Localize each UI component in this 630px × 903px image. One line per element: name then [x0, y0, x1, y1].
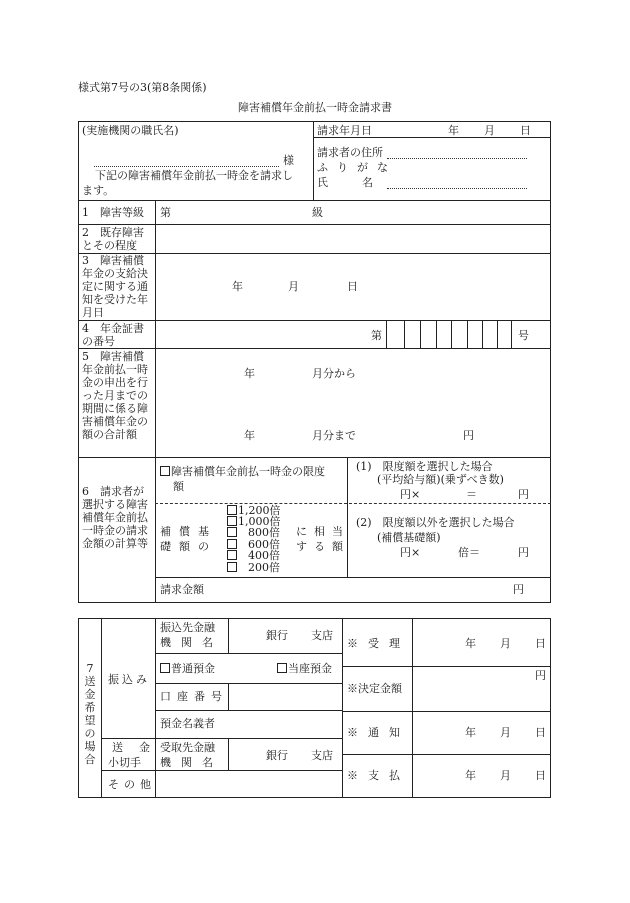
notify-month[interactable]: 月: [500, 726, 511, 739]
request-date-label: 請求年月日: [317, 124, 372, 137]
limit-option-label-2: 額: [173, 480, 184, 493]
recv-bank-label-1: 受取先金融: [160, 741, 215, 754]
notify-year[interactable]: 年: [465, 726, 476, 739]
transfer-label: 振込み: [108, 673, 150, 686]
grade-kyu: 級: [312, 206, 323, 219]
account-holder-label: 預金名義者: [160, 717, 215, 730]
grade-dai: 第: [160, 206, 171, 219]
opt1-subtitle: (平均給与額)(乗ずべき数): [377, 473, 504, 486]
multiplier-option[interactable]: 600倍: [227, 539, 280, 550]
limit-checkbox[interactable]: [160, 466, 170, 476]
multiplier-option[interactable]: 800倍: [227, 527, 280, 538]
opt1-result[interactable]: 円: [518, 488, 529, 501]
accept-month[interactable]: 月: [500, 637, 511, 650]
opt1-equals: ＝: [466, 488, 477, 501]
institution-label: (実施機関の職氏名): [82, 124, 179, 137]
pension-total-label: 5 障害補償年金前払一時金の申出を行った月までの期間に係る障害補償年金の額の合計額: [82, 350, 148, 441]
decided-amount-yen[interactable]: 円: [535, 669, 546, 682]
equiv-label-1: に相当: [296, 525, 350, 538]
opt2-title: (2) 限度額以外を選択した場合: [356, 516, 515, 529]
request-date-day[interactable]: 日: [520, 124, 531, 137]
opt2-times[interactable]: 倍＝: [458, 546, 480, 559]
notice-day[interactable]: 日: [347, 280, 358, 293]
cert-go: 号: [518, 329, 529, 342]
form-number: 様式第7号の3(第8条関係): [78, 81, 207, 94]
limit-option[interactable]: [160, 466, 325, 477]
opt1-title: (1) 限度額を選択した場合: [356, 460, 493, 473]
check-label-2: 小切手: [108, 756, 141, 769]
request-date-year[interactable]: 年: [448, 124, 459, 137]
limit-option-label: 障害補償年金前払一時金の限度: [171, 465, 325, 478]
cert-dai: 第: [371, 329, 382, 342]
claim-amount-label: 請求金額: [160, 583, 204, 596]
multiplier-option[interactable]: 200倍: [227, 562, 280, 573]
equiv-label-2: する額: [296, 540, 350, 553]
multiplier-option[interactable]: 1,200倍: [227, 505, 280, 516]
accept-label: ※受理: [347, 637, 410, 650]
remit-section-label: 7送金希望の場合: [84, 662, 96, 766]
notice-year[interactable]: 年: [232, 280, 243, 293]
request-line-2: ます。: [82, 184, 115, 197]
bank-label-1: 振込先金融: [160, 621, 215, 634]
existing-disability-label: 2 既存障害とその程度: [82, 226, 144, 252]
other-label: その他: [108, 778, 156, 791]
opt2-subtitle: (補償基礎額): [377, 531, 441, 544]
bank-name[interactable]: 銀行: [266, 629, 288, 642]
accept-day[interactable]: 日: [535, 637, 546, 650]
request-line-1: 下記の障害補償年金前払一時金を請求し: [95, 169, 293, 182]
calc-label: 6 請求者が選択する障害補償年金前払一時金の請求金額の計算等: [82, 485, 148, 550]
period-from-month[interactable]: 月分から: [312, 367, 356, 380]
period-until-year[interactable]: 年: [244, 429, 255, 442]
payment-label: ※支払: [347, 769, 410, 782]
decided-amount-label: ※決定金額: [347, 682, 402, 695]
furigana-label: ふりがな: [317, 161, 397, 174]
notify-day[interactable]: 日: [535, 726, 546, 739]
base-label-1: 補償基: [160, 525, 217, 538]
branch-name[interactable]: 支店: [311, 629, 333, 642]
payment-day[interactable]: 日: [535, 769, 546, 782]
address-label: 請求者の住所: [317, 146, 383, 159]
multiplier-option[interactable]: 400倍: [227, 550, 280, 561]
multiplier-option[interactable]: 1,000倍: [227, 516, 280, 527]
payment-month[interactable]: 月: [500, 769, 511, 782]
opt1-yen[interactable]: 円×: [400, 488, 421, 501]
grade-label: 1 障害等級: [82, 206, 144, 219]
notice-month[interactable]: 月: [288, 280, 299, 293]
cert-number-label: 4 年金証書の番号: [82, 322, 144, 348]
recipient-name-field[interactable]: 様: [283, 154, 294, 167]
base-label-2: 礎額の: [160, 540, 217, 553]
accept-year[interactable]: 年: [465, 637, 476, 650]
period-from-year[interactable]: 年: [244, 367, 255, 380]
check-bank-name[interactable]: 銀行: [266, 749, 288, 762]
current-deposit-option[interactable]: 当座預金: [277, 663, 332, 674]
ordinary-deposit-option[interactable]: 普通預金: [160, 663, 215, 674]
opt2-yen[interactable]: 円×: [400, 546, 421, 559]
request-date-month[interactable]: 月: [484, 124, 495, 137]
bank-label-2: 機関名: [160, 636, 223, 649]
period-until-month[interactable]: 月分まで: [312, 429, 356, 442]
payment-year[interactable]: 年: [465, 769, 476, 782]
check-label-1: 送金: [112, 741, 166, 754]
name-label: 氏名: [317, 176, 407, 189]
pension-total-yen[interactable]: 円: [463, 429, 474, 442]
recv-bank-label-2: 機関名: [160, 756, 223, 769]
account-number-label: 口座番号: [160, 690, 228, 703]
check-branch-name[interactable]: 支店: [311, 749, 333, 762]
opt2-result[interactable]: 円: [518, 546, 529, 559]
page-title: 障害補償年金前払一時金請求書: [238, 101, 392, 114]
notify-label: ※通知: [347, 726, 410, 739]
claim-amount-yen[interactable]: 円: [513, 583, 524, 596]
notice-date-label: 3 障害補償年金の支給決定に関する通知を受けた年月日: [82, 254, 148, 319]
